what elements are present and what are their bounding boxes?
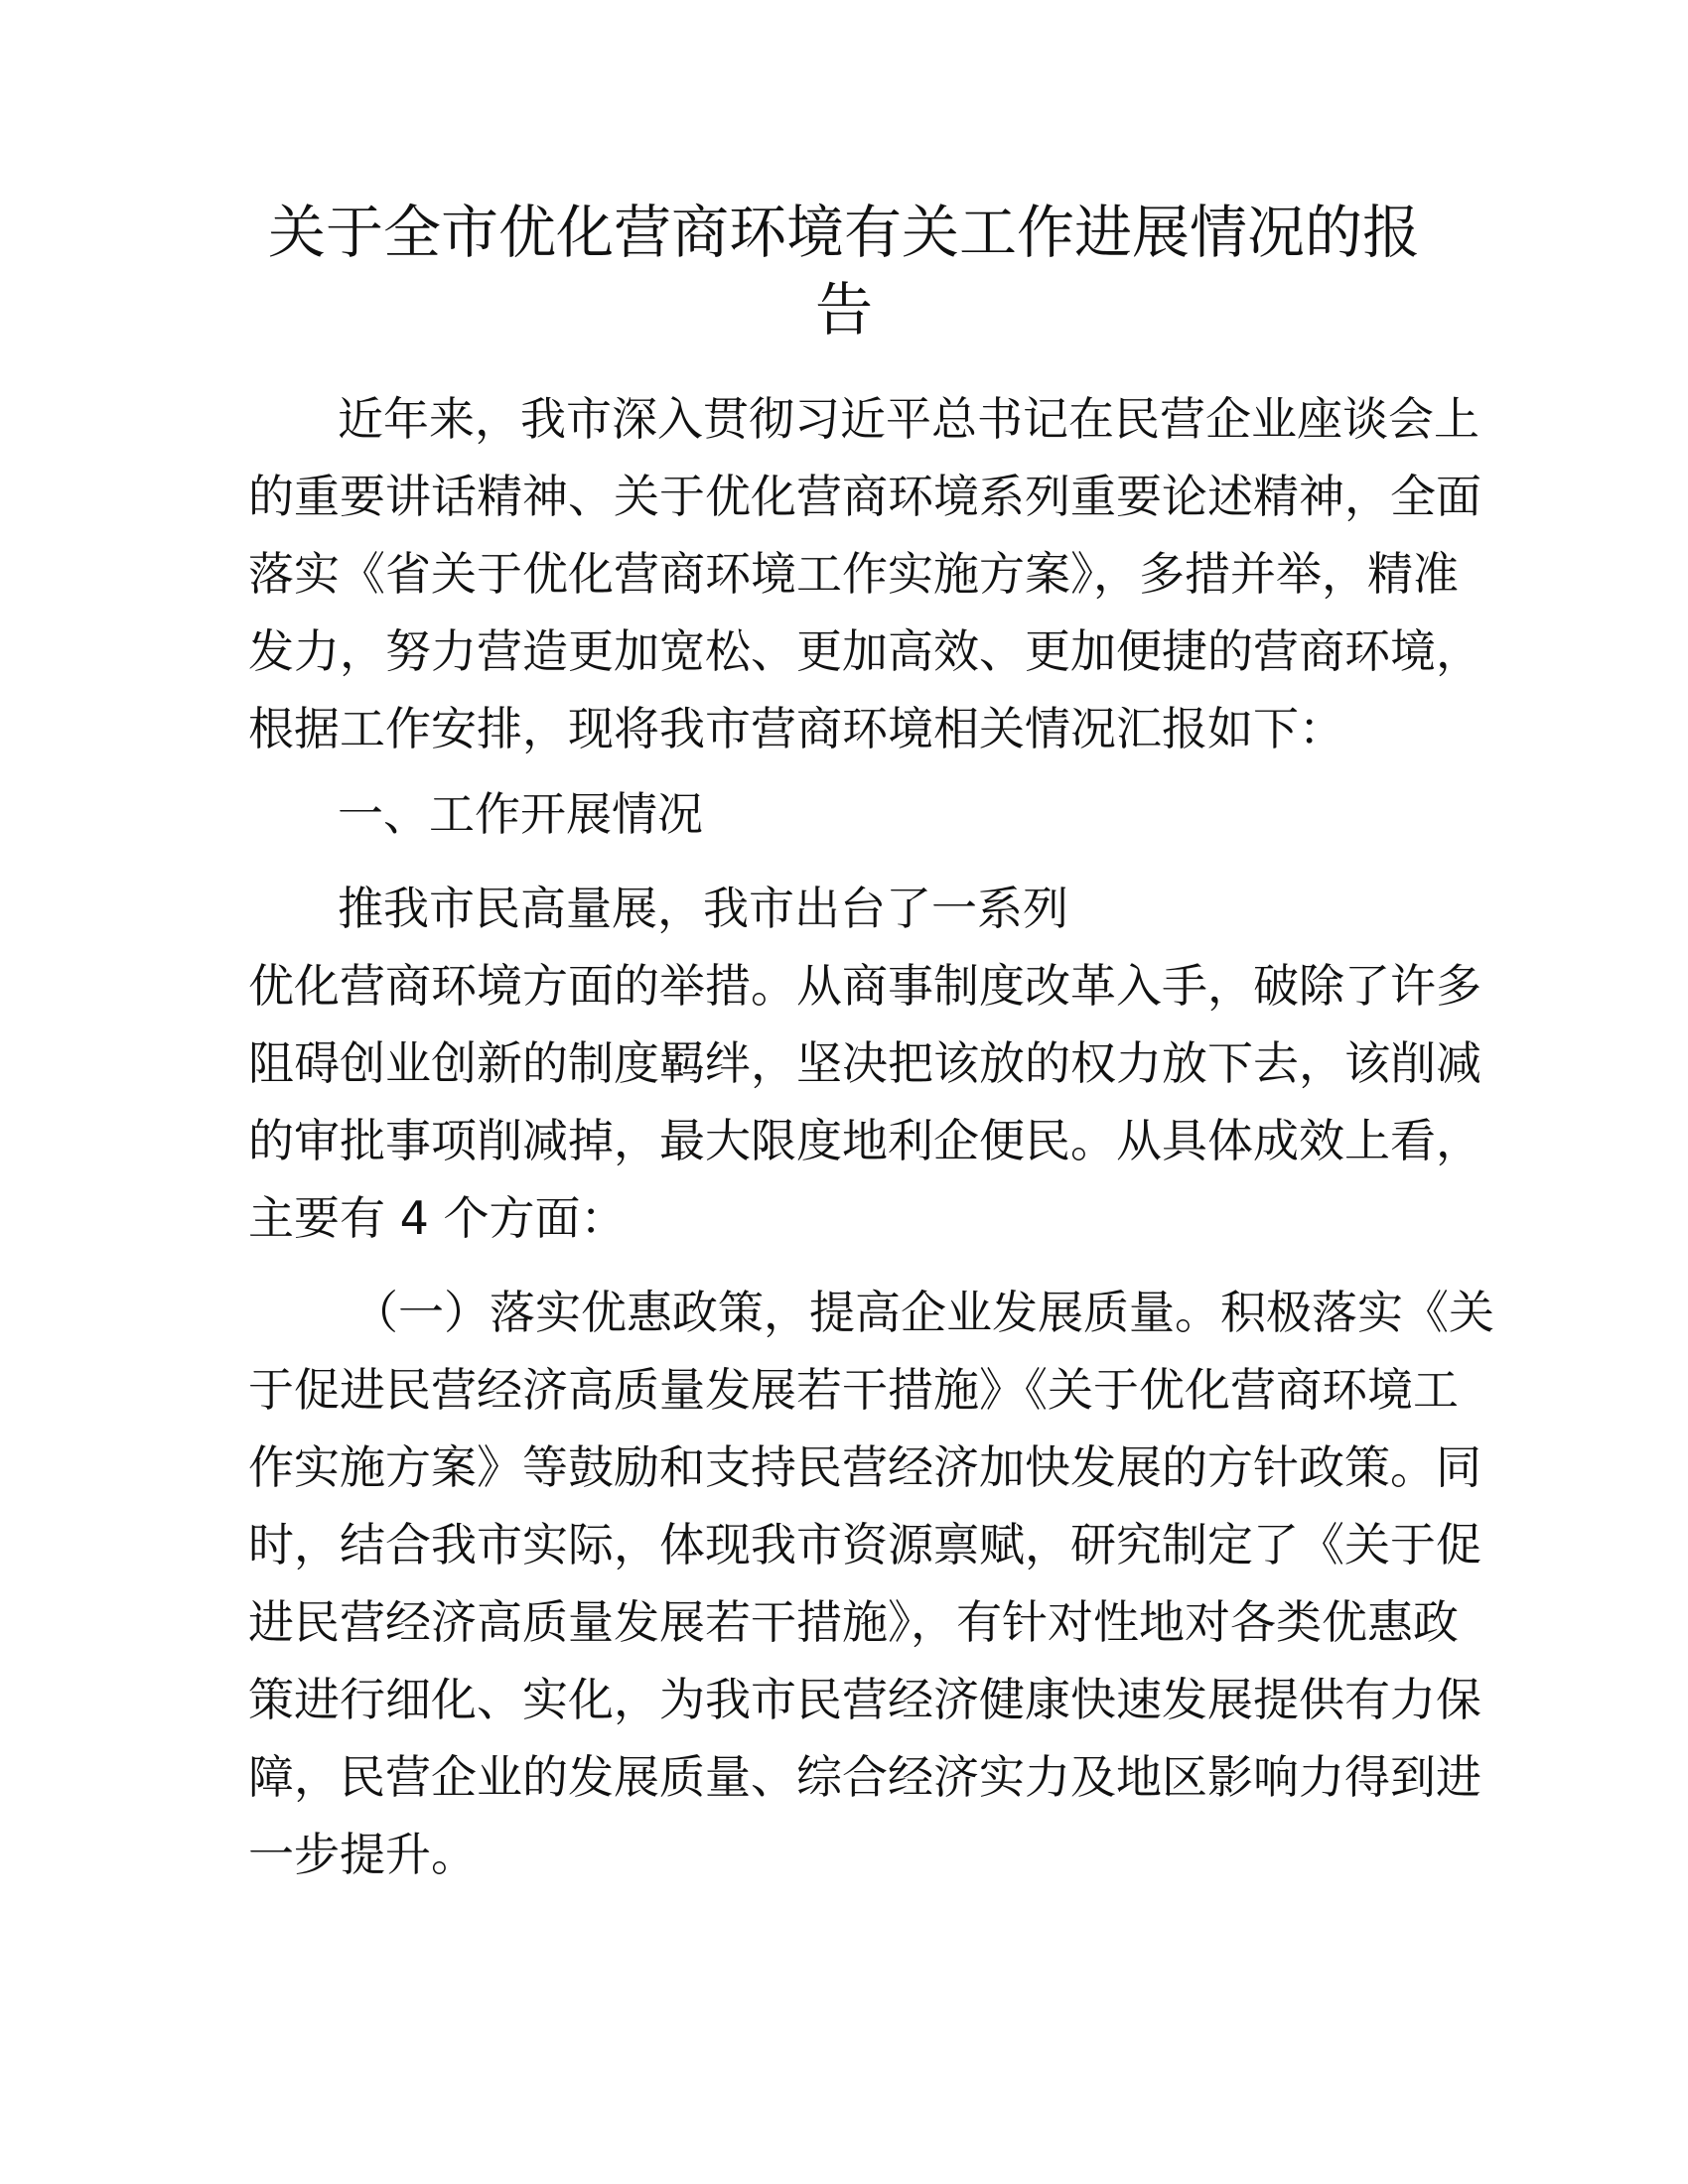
para2-line-2: 优化营商环境方面的举措。从商事制度改革入手，破除了许多 [248, 959, 1481, 1013]
para3-line-5: 进民营经济高质量发展若干措施》，有针对性地对各类优惠政 [248, 1595, 1459, 1649]
para3-line-1: （一）落实优惠政策，提高企业发展质量。积极落实《关 [352, 1286, 1494, 1339]
para3-line-6: 策进行细化、实化，为我市民营经济健康快速发展提供有力保 [248, 1673, 1481, 1726]
section-heading: 一、工作开展情况 [338, 787, 703, 841]
para3-line-2: 于促进民营经济高质量发展若干措施》《关于优化营商环境工 [248, 1363, 1459, 1417]
para3-line-7: 障，民营企业的发展质量、综合经济实力及地区影响力得到进 [248, 1750, 1481, 1804]
para1-line-5: 根据工作安排，现将我市营商环境相关情况汇报如下： [248, 702, 1344, 755]
para1-line-3: 落实《省关于优化营商环境工作实施方案》，多措并举，精准 [248, 547, 1459, 601]
para3-line-4: 时，结合我市实际，体现我市资源禀赋，研究制定了《关于促 [248, 1518, 1481, 1571]
document-title [248, 194, 1440, 348]
para3-line-8: 一步提升。 [248, 1828, 477, 1881]
para2-line-5: 主要有 4 个方面： [248, 1191, 627, 1245]
para2-line-3: 阻碍创业创新的制度羁绊，坚决把该放的权力放下去，该削减 [248, 1036, 1481, 1090]
para1-line-2: 的重要讲话精神、关于优化营商环境系列重要论述精神，全面 [248, 470, 1481, 523]
para2-line-4: 的审批事项削减掉，最大限度地利企便民。从具体成效上看， [248, 1114, 1481, 1167]
para1-line-4: 发力，努力营造更加宽松、更加高效、更加便捷的营商环境， [248, 624, 1481, 678]
para2-line-1: 推我市民高量展，我市出台了一系列 [338, 882, 1068, 935]
para3-line-3: 作实施方案》等鼓励和支持民营经济加快发展的方针政策。同 [248, 1440, 1481, 1494]
title-line-2: 告 [814, 276, 873, 343]
title-line-1: 关于全市优化营商环境有关工作进展情况的报 [267, 199, 1420, 266]
para1-line-1: 近年来，我市深入贯彻习近平总书记在民营企业座谈会上 [338, 392, 1479, 446]
